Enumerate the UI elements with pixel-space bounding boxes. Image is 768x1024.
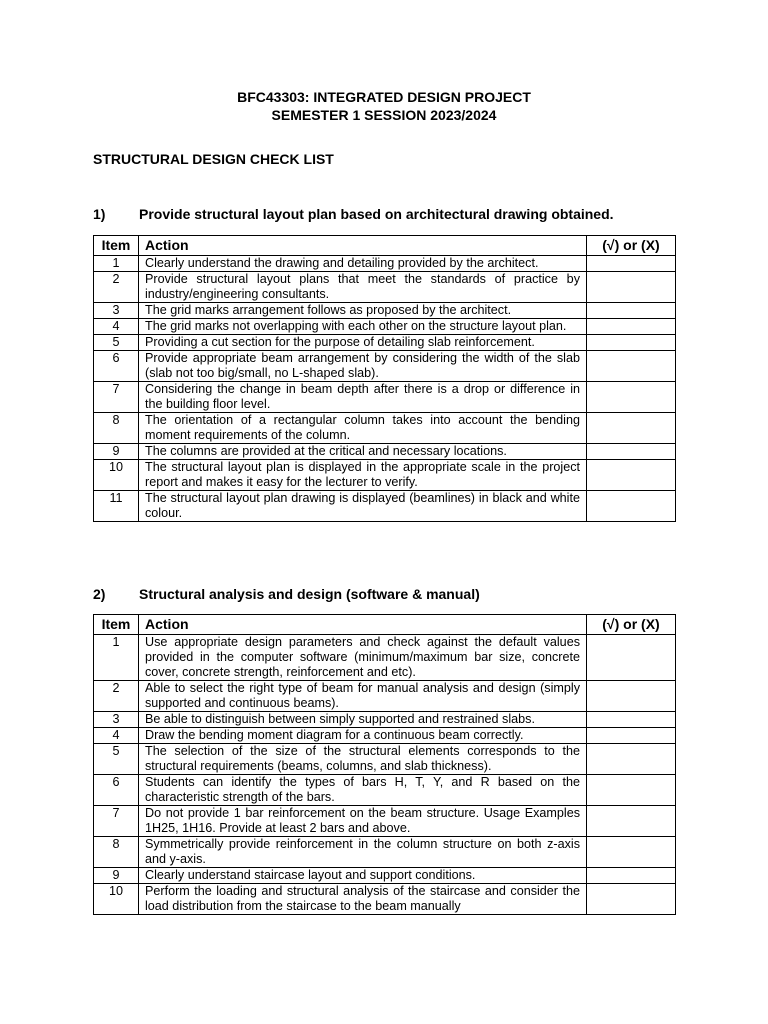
action-cell: The orientation of a rectangular column takes into account the bending moment requirements of the column.	[139, 413, 587, 444]
table-row	[94, 272, 676, 303]
check-cell[interactable]	[587, 335, 676, 351]
item-number-cell: 4	[94, 319, 139, 335]
table-row	[94, 884, 676, 915]
table-row	[94, 635, 676, 681]
item-number-cell: 5	[94, 744, 139, 775]
item-number-cell: 10	[94, 884, 139, 915]
check-cell[interactable]	[587, 884, 676, 915]
action-cell: Clearly understand the drawing and detailing provided by the architect.	[139, 256, 587, 272]
section-number: 1)	[93, 206, 106, 222]
item-number-cell: 2	[94, 681, 139, 712]
check-cell[interactable]	[587, 712, 676, 728]
item-number-cell: 4	[94, 728, 139, 744]
section-1-heading	[93, 206, 614, 222]
table-header-row	[94, 615, 676, 635]
table-row	[94, 837, 676, 868]
table-row	[94, 335, 676, 351]
table-row	[94, 806, 676, 837]
item-number-cell: 5	[94, 335, 139, 351]
column-header-check: (√) or (X)	[587, 236, 676, 256]
check-cell[interactable]	[587, 744, 676, 775]
semester-title: SEMESTER 1 SESSION 2023/2024	[271, 107, 497, 123]
section-title: Provide structural layout plan based on architectural drawing obtained.	[139, 206, 614, 222]
check-cell[interactable]	[587, 681, 676, 712]
checklist-title: STRUCTURAL DESIGN CHECK LIST	[93, 151, 334, 167]
action-cell: Provide appropriate beam arrangement by considering the width of the slab (slab not too big/small, no L-shaped slab).	[139, 351, 587, 382]
table-row	[94, 460, 676, 491]
check-cell[interactable]	[587, 460, 676, 491]
item-number-cell: 6	[94, 351, 139, 382]
check-cell[interactable]	[587, 272, 676, 303]
action-cell: Able to select the right type of beam for manual analysis and design (simply supported and continuous beams).	[139, 681, 587, 712]
action-cell: The selection of the size of the structural elements corresponds to the structural requirements (beams, columns, and slab thickness).	[139, 744, 587, 775]
action-cell: Considering the change in beam depth after there is a drop or difference in the building floor level.	[139, 382, 587, 413]
table-row	[94, 256, 676, 272]
table-row	[94, 444, 676, 460]
item-number-cell: 10	[94, 460, 139, 491]
action-cell: Perform the loading and structural analysis of the staircase and consider the load distribution from the staircase to the beam manually	[139, 884, 587, 915]
table-header-row	[94, 236, 676, 256]
action-cell: The columns are provided at the critical and necessary locations.	[139, 444, 587, 460]
table-row	[94, 319, 676, 335]
table-row	[94, 681, 676, 712]
table-row	[94, 775, 676, 806]
action-cell: The structural layout plan drawing is displayed (beamlines) in black and white colour.	[139, 491, 587, 522]
item-number-cell: 1	[94, 635, 139, 681]
action-cell: The grid marks not overlapping with each other on the structure layout plan.	[139, 319, 587, 335]
checklist-table-2	[93, 614, 676, 915]
item-number-cell: 2	[94, 272, 139, 303]
action-cell: Be able to distinguish between simply supported and restrained slabs.	[139, 712, 587, 728]
item-number-cell: 3	[94, 712, 139, 728]
column-header-action: Action	[139, 615, 587, 635]
action-cell: Symmetrically provide reinforcement in the column structure on both z-axis and y-axis.	[139, 837, 587, 868]
checklist-table-1	[93, 235, 676, 522]
column-header-item: Item	[94, 615, 139, 635]
item-number-cell: 1	[94, 256, 139, 272]
table-row	[94, 351, 676, 382]
item-number-cell: 11	[94, 491, 139, 522]
item-number-cell: 9	[94, 444, 139, 460]
check-cell[interactable]	[587, 444, 676, 460]
table-row	[94, 413, 676, 444]
table-row	[94, 868, 676, 884]
check-cell[interactable]	[587, 775, 676, 806]
check-cell[interactable]	[587, 382, 676, 413]
check-cell[interactable]	[587, 491, 676, 522]
section-2-heading	[93, 586, 480, 602]
check-cell[interactable]	[587, 837, 676, 868]
section-title: Structural analysis and design (software & manual)	[139, 586, 480, 602]
column-header-check: (√) or (X)	[587, 615, 676, 635]
item-number-cell: 3	[94, 303, 139, 319]
check-cell[interactable]	[587, 319, 676, 335]
check-cell[interactable]	[587, 303, 676, 319]
table-row	[94, 744, 676, 775]
action-cell: The grid marks arrangement follows as proposed by the architect.	[139, 303, 587, 319]
check-cell[interactable]	[587, 351, 676, 382]
course-title: BFC43303: INTEGRATED DESIGN PROJECT	[237, 89, 531, 105]
item-number-cell: 6	[94, 775, 139, 806]
action-cell: Clearly understand staircase layout and support conditions.	[139, 868, 587, 884]
action-cell: Provide structural layout plans that meet the standards of practice by industry/engineering consultants.	[139, 272, 587, 303]
section-number: 2)	[93, 586, 106, 602]
action-cell: Providing a cut section for the purpose of detailing slab reinforcement.	[139, 335, 587, 351]
item-number-cell: 8	[94, 413, 139, 444]
table-row	[94, 303, 676, 319]
column-header-action: Action	[139, 236, 587, 256]
action-cell: Students can identify the types of bars H, T, Y, and R based on the characteristic strength of the bars.	[139, 775, 587, 806]
action-cell: Use appropriate design parameters and check against the default values provided in the computer software (minimum/maximum bar size, concrete cover, concrete strength, reinforcement and etc).	[139, 635, 587, 681]
action-cell: Do not provide 1 bar reinforcement on the beam structure. Usage Examples 1H25, 1H16. Provide at least 2 bars and above.	[139, 806, 587, 837]
action-cell: The structural layout plan is displayed in the appropriate scale in the project report and makes it easy for the lecturer to verify.	[139, 460, 587, 491]
column-header-item: Item	[94, 236, 139, 256]
table-row	[94, 712, 676, 728]
table-row	[94, 382, 676, 413]
item-number-cell: 8	[94, 837, 139, 868]
item-number-cell: 7	[94, 382, 139, 413]
item-number-cell: 9	[94, 868, 139, 884]
check-cell[interactable]	[587, 635, 676, 681]
action-cell: Draw the bending moment diagram for a continuous beam correctly.	[139, 728, 587, 744]
table-row	[94, 728, 676, 744]
check-cell[interactable]	[587, 868, 676, 884]
document-header	[0, 88, 768, 124]
check-cell[interactable]	[587, 413, 676, 444]
check-cell[interactable]	[587, 806, 676, 837]
item-number-cell: 7	[94, 806, 139, 837]
check-cell[interactable]	[587, 728, 676, 744]
table-row	[94, 491, 676, 522]
check-cell[interactable]	[587, 256, 676, 272]
